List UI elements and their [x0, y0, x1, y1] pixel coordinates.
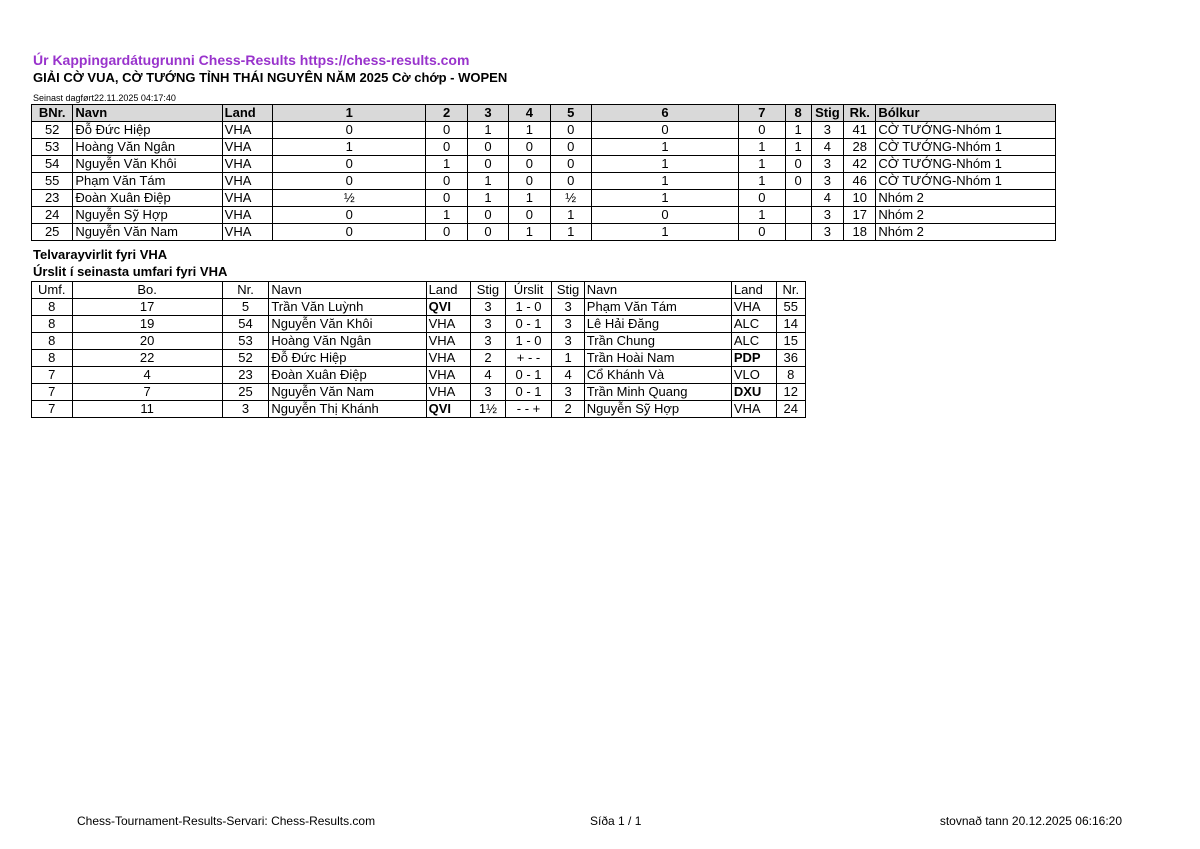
table-cell: Cổ Khánh Và [584, 367, 731, 384]
table-cell: 0 [467, 156, 508, 173]
table-cell: 2 [552, 401, 584, 418]
table-cell: QVI [426, 299, 471, 316]
table-cell: 0 [467, 224, 508, 241]
table-cell: 12 [776, 384, 806, 401]
table-cell: 18 [844, 224, 876, 241]
table-cell: 1 - 0 [505, 333, 552, 350]
table-cell: 0 [739, 122, 785, 139]
table-cell: 4 [811, 139, 843, 156]
table-cell: + - - [505, 350, 552, 367]
chess-results-link[interactable]: Úr Kappingardátugrunni Chess-Results https://chess-results.com [33, 52, 470, 68]
column-header: Nr. [776, 282, 806, 299]
table-row [32, 156, 1056, 173]
table-cell: 0 [550, 122, 591, 139]
last-round-title: Úrslit í seinasta umfari fyri VHA [33, 264, 228, 279]
table-cell: 4 [811, 190, 843, 207]
table-cell: 3 [552, 384, 584, 401]
team-table-body [32, 122, 1056, 241]
column-header: Úrslit [505, 282, 552, 299]
table-cell: 7 [32, 401, 73, 418]
table-cell: 11 [72, 401, 222, 418]
table-cell: 24 [32, 207, 73, 224]
table-cell: 3 [811, 207, 843, 224]
table-cell: Đỗ Đức Hiệp [73, 122, 222, 139]
column-header: Navn [584, 282, 731, 299]
column-header: 3 [467, 105, 508, 122]
column-header: Stig [811, 105, 843, 122]
table-row [32, 333, 806, 350]
table-cell: 1 [739, 173, 785, 190]
table-cell: Nguyễn Văn Nam [73, 224, 222, 241]
table-cell: 0 [785, 156, 811, 173]
table-cell: 4 [471, 367, 505, 384]
table-cell: 1 [467, 173, 508, 190]
table-cell: VHA [426, 350, 471, 367]
table-cell: 0 - 1 [505, 367, 552, 384]
table-cell: Đỗ Đức Hiệp [269, 350, 426, 367]
table-row [32, 350, 806, 367]
table-cell: 3 [471, 384, 505, 401]
column-header: Rk. [844, 105, 876, 122]
event-title: GIẢI CỜ VUA, CỜ TƯỚNG TỈNH THÁI NGUYÊN NĂM 2025 Cờ chớp - WOPEN [33, 70, 508, 85]
table-cell: 0 [426, 224, 467, 241]
table-cell: 3 [471, 333, 505, 350]
table-cell: 0 [273, 224, 426, 241]
table-cell: 22 [72, 350, 222, 367]
table-cell: 3 [552, 333, 584, 350]
table-cell: 1 [591, 173, 738, 190]
table-cell: 1 [426, 207, 467, 224]
column-header: 6 [591, 105, 738, 122]
table-cell: 4 [552, 367, 584, 384]
team-table-header [32, 105, 1056, 122]
table-cell: CỜ TƯỚNG-Nhóm 1 [876, 156, 1056, 173]
table-cell: Nguyễn Thị Khánh [269, 401, 426, 418]
table-cell: 0 [785, 173, 811, 190]
table-cell: 8 [776, 367, 806, 384]
table-row [32, 173, 1056, 190]
team-pairings-title: Telvarayvirlit fyri VHA [33, 247, 168, 262]
pairings-table-body [32, 299, 806, 418]
column-header: Navn [269, 282, 426, 299]
table-cell: 1 [785, 122, 811, 139]
table-row [32, 190, 1056, 207]
table-cell: VHA [222, 139, 272, 156]
column-header: Land [731, 282, 776, 299]
table-cell: 53 [32, 139, 73, 156]
table-cell: ALC [731, 316, 776, 333]
table-cell: 1 [552, 350, 584, 367]
table-cell: 0 [739, 224, 785, 241]
table-cell: VLO [731, 367, 776, 384]
table-cell: 17 [844, 207, 876, 224]
table-cell: 0 - 1 [505, 384, 552, 401]
table-cell: Phạm Văn Tám [584, 299, 731, 316]
table-cell: Nguyễn Sỹ Hợp [584, 401, 731, 418]
table-cell: VHA [426, 333, 471, 350]
table-cell: 7 [32, 384, 73, 401]
table-cell: VHA [222, 122, 272, 139]
table-cell: 25 [222, 384, 269, 401]
column-header: BNr. [32, 105, 73, 122]
table-cell: 7 [32, 367, 73, 384]
table-row [32, 299, 806, 316]
table-cell: Trần Chung [584, 333, 731, 350]
table-cell: 0 [591, 207, 738, 224]
table-cell: 55 [776, 299, 806, 316]
footer-page-number: Síða 1 / 1 [590, 814, 642, 828]
table-cell: 19 [72, 316, 222, 333]
table-cell: 1 [591, 156, 738, 173]
table-cell: VHA [222, 207, 272, 224]
table-row [32, 316, 806, 333]
column-header: Bo. [72, 282, 222, 299]
table-cell: 8 [32, 316, 73, 333]
column-header: Stig [471, 282, 505, 299]
column-header: Bólkur [876, 105, 1056, 122]
table-cell: 20 [72, 333, 222, 350]
table-cell: 0 [550, 156, 591, 173]
table-cell: CỜ TƯỚNG-Nhóm 1 [876, 139, 1056, 156]
table-cell: 0 [550, 173, 591, 190]
last-update: Seinast dagført22.11.2025 04:17:40 [33, 93, 176, 103]
column-header: 7 [739, 105, 785, 122]
table-cell: 3 [811, 122, 843, 139]
table-cell: DXU [731, 384, 776, 401]
table-cell: 0 [739, 190, 785, 207]
table-cell: 1 [467, 190, 508, 207]
table-cell: Nhóm 2 [876, 190, 1056, 207]
table-cell: 0 [509, 173, 550, 190]
table-cell: 0 [273, 173, 426, 190]
table-row [32, 139, 1056, 156]
table-cell: 1 [591, 224, 738, 241]
table-cell: 17 [72, 299, 222, 316]
table-cell [785, 207, 811, 224]
table-cell: 1 [509, 190, 550, 207]
table-cell [785, 224, 811, 241]
table-cell [785, 190, 811, 207]
table-cell: 1½ [471, 401, 505, 418]
table-cell: 1 [739, 139, 785, 156]
table-cell: VHA [222, 190, 272, 207]
table-cell: 3 [222, 401, 269, 418]
table-cell: ½ [273, 190, 426, 207]
footer-server: Chess-Tournament-Results-Servari: Chess-Results.com [77, 814, 376, 828]
table-cell: 7 [72, 384, 222, 401]
table-cell: 42 [844, 156, 876, 173]
column-header: Navn [73, 105, 222, 122]
table-cell: 54 [32, 156, 73, 173]
table-cell: 0 [509, 207, 550, 224]
table-cell: 0 [467, 139, 508, 156]
table-cell: 1 [550, 224, 591, 241]
table-cell: 0 [426, 139, 467, 156]
table-cell: - - + [505, 401, 552, 418]
table-cell: VHA [731, 401, 776, 418]
table-cell: 1 [591, 190, 738, 207]
table-cell: 1 [550, 207, 591, 224]
table-cell: 23 [222, 367, 269, 384]
table-cell: 3 [811, 156, 843, 173]
table-cell: 1 [739, 207, 785, 224]
footer-created: stovnað tann 20.12.2025 06:16:20 [939, 814, 1122, 828]
table-cell: 52 [222, 350, 269, 367]
table-cell: VHA [222, 156, 272, 173]
table-cell: PDP [731, 350, 776, 367]
table-row [32, 367, 806, 384]
table-cell: 2 [471, 350, 505, 367]
table-cell: 8 [32, 299, 73, 316]
table-cell: 0 [273, 156, 426, 173]
table-cell: Nguyễn Văn Khôi [269, 316, 426, 333]
table-cell: Nguyễn Văn Khôi [73, 156, 222, 173]
table-cell: Hoàng Văn Ngân [269, 333, 426, 350]
table-cell: 1 - 0 [505, 299, 552, 316]
table-cell: VHA [222, 224, 272, 241]
table-cell: 1 [467, 122, 508, 139]
table-cell: 54 [222, 316, 269, 333]
table-cell: VHA [222, 173, 272, 190]
table-cell: CỜ TƯỚNG-Nhóm 1 [876, 173, 1056, 190]
table-cell: Nhóm 2 [876, 207, 1056, 224]
table-cell: 5 [222, 299, 269, 316]
table-cell: 0 - 1 [505, 316, 552, 333]
table-row [32, 384, 806, 401]
table-cell: 0 [273, 122, 426, 139]
table-cell: 0 [591, 122, 738, 139]
table-cell: 1 [426, 156, 467, 173]
table-cell: 41 [844, 122, 876, 139]
table-cell: 0 [509, 139, 550, 156]
column-header: 4 [509, 105, 550, 122]
column-header: Umf. [32, 282, 73, 299]
table-cell: Đoàn Xuân Điệp [269, 367, 426, 384]
table-cell: 14 [776, 316, 806, 333]
table-cell: 3 [471, 299, 505, 316]
table-cell: 15 [776, 333, 806, 350]
table-cell: 0 [426, 122, 467, 139]
table-cell: 1 [739, 156, 785, 173]
table-cell: 3 [552, 316, 584, 333]
table-cell: 36 [776, 350, 806, 367]
column-header: 8 [785, 105, 811, 122]
table-cell: 46 [844, 173, 876, 190]
table-cell: 0 [550, 139, 591, 156]
column-header: Stig [552, 282, 584, 299]
column-header: Land [426, 282, 471, 299]
team-table [31, 104, 1056, 241]
table-row [32, 122, 1056, 139]
table-cell: Phạm Văn Tám [73, 173, 222, 190]
table-cell: Lê Hải Đăng [584, 316, 731, 333]
table-row [32, 401, 806, 418]
table-cell: Nhóm 2 [876, 224, 1056, 241]
table-cell: 23 [32, 190, 73, 207]
table-cell: Nguyễn Văn Nam [269, 384, 426, 401]
table-cell: ½ [550, 190, 591, 207]
table-cell: 1 [509, 122, 550, 139]
table-cell: 4 [72, 367, 222, 384]
table-cell: 24 [776, 401, 806, 418]
table-cell: 55 [32, 173, 73, 190]
table-cell: QVI [426, 401, 471, 418]
table-cell: ALC [731, 333, 776, 350]
table-cell: 0 [273, 207, 426, 224]
column-header: 1 [273, 105, 426, 122]
table-cell: 3 [811, 173, 843, 190]
table-cell: Nguyễn Sỹ Hợp [73, 207, 222, 224]
table-cell: 10 [844, 190, 876, 207]
table-cell: 3 [811, 224, 843, 241]
column-header: 5 [550, 105, 591, 122]
table-cell: 1 [785, 139, 811, 156]
table-row [32, 224, 1056, 241]
table-cell: Trần Văn Luỳnh [269, 299, 426, 316]
table-cell: Trần Hoài Nam [584, 350, 731, 367]
table-cell: 0 [509, 156, 550, 173]
table-cell: 0 [426, 190, 467, 207]
pairings-table [31, 281, 806, 418]
table-cell: VHA [426, 316, 471, 333]
table-cell: CỜ TƯỚNG-Nhóm 1 [876, 122, 1056, 139]
table-cell: 28 [844, 139, 876, 156]
table-cell: VHA [426, 384, 471, 401]
column-header: 2 [426, 105, 467, 122]
table-cell: 1 [591, 139, 738, 156]
column-header: Land [222, 105, 272, 122]
table-cell: VHA [426, 367, 471, 384]
table-cell: 0 [467, 207, 508, 224]
table-cell: 1 [509, 224, 550, 241]
table-cell: Trần Minh Quang [584, 384, 731, 401]
table-cell: 8 [32, 333, 73, 350]
table-cell: 3 [471, 316, 505, 333]
table-cell: 3 [552, 299, 584, 316]
table-cell: 0 [426, 173, 467, 190]
table-cell: 1 [273, 139, 426, 156]
column-header: Nr. [222, 282, 269, 299]
pairings-table-header [32, 282, 806, 299]
table-cell: Hoàng Văn Ngân [73, 139, 222, 156]
table-cell: VHA [731, 299, 776, 316]
table-cell: 8 [32, 350, 73, 367]
table-cell: 52 [32, 122, 73, 139]
table-cell: 53 [222, 333, 269, 350]
table-cell: 25 [32, 224, 73, 241]
table-row [32, 207, 1056, 224]
table-cell: Đoàn Xuân Điệp [73, 190, 222, 207]
